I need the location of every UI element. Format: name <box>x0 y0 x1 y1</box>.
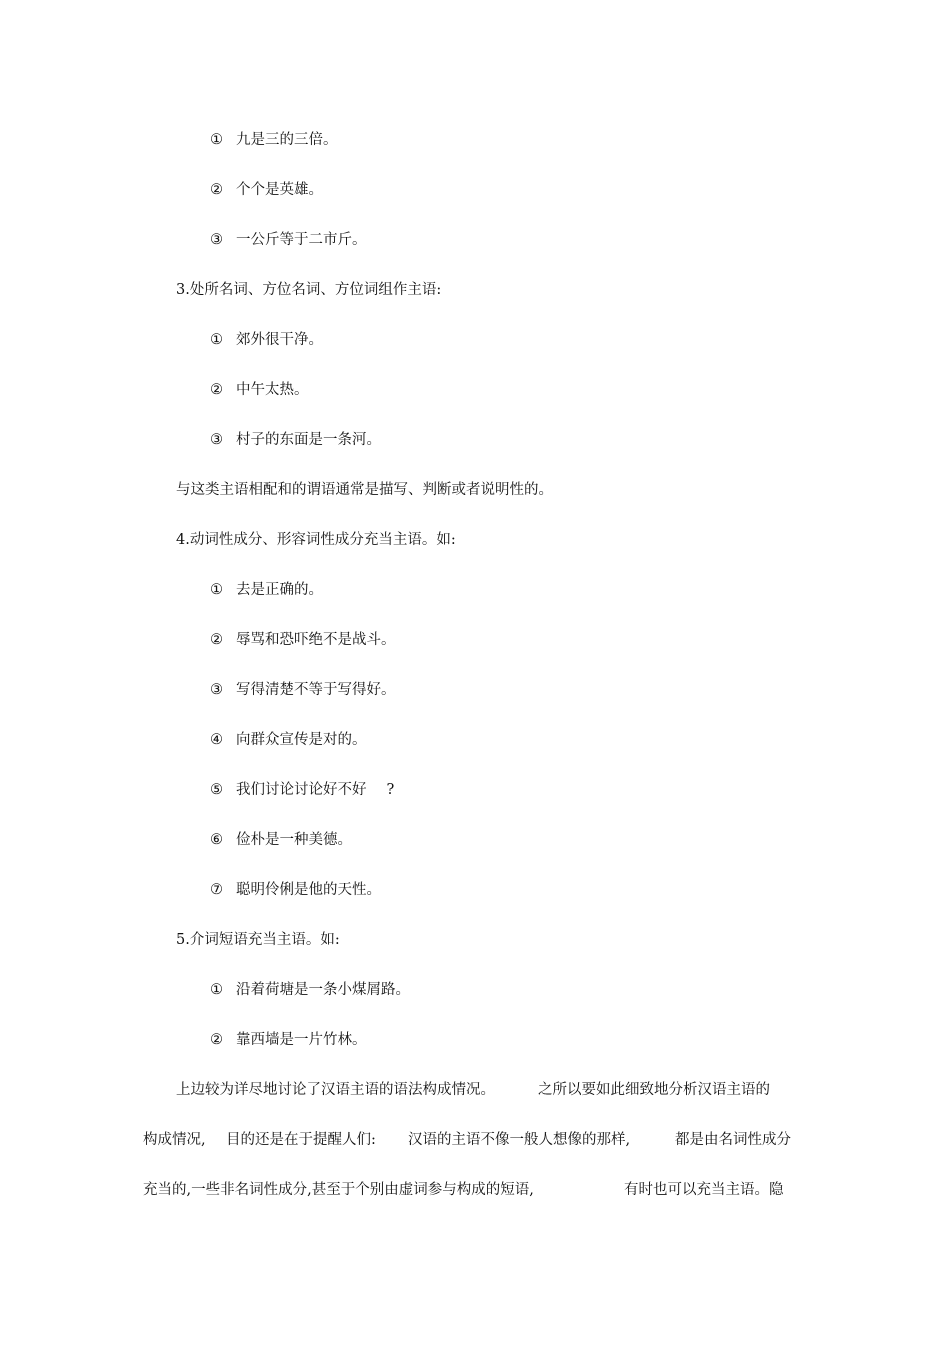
section-heading: 3.处所名词、方位名词、方位词组作主语: <box>176 282 442 298</box>
item-number: ② <box>210 632 223 648</box>
list-item <box>210 780 394 800</box>
item-number: ③ <box>210 682 223 698</box>
list-item <box>210 980 410 1000</box>
list-item <box>210 230 367 250</box>
item-suffix: ? <box>386 782 395 798</box>
section-note: 与这类主语相配和的谓语通常是描写、判断或者说明性的。 <box>176 482 553 498</box>
item-number: ⑤ <box>210 782 223 798</box>
text-segment: 有时也可以充当主语。隐 <box>624 1182 784 1198</box>
text-segment: 之所以要如此细致地分析汉语主语的 <box>538 1082 770 1098</box>
list-item <box>210 430 381 450</box>
item-text: 九是三的三倍。 <box>236 132 338 148</box>
list-item <box>210 830 352 850</box>
list-item <box>210 730 367 750</box>
item-number: ③ <box>210 232 223 248</box>
item-text: 我们讨论讨论好不好 <box>236 782 367 798</box>
item-number: ① <box>210 982 223 998</box>
list-item <box>210 630 396 650</box>
item-number: ① <box>210 332 223 348</box>
item-number: ② <box>210 182 223 198</box>
list-item <box>210 380 309 400</box>
text-segment: 构成情况, <box>143 1132 206 1148</box>
list-item <box>210 130 338 150</box>
item-number: ② <box>210 1032 223 1048</box>
item-number: ⑥ <box>210 832 223 848</box>
text-segment: 目的还是在于提醒人们: <box>226 1132 376 1148</box>
item-number: ② <box>210 382 223 398</box>
paragraph-line <box>0 1180 950 1200</box>
section-heading: 5.介词短语充当主语。如: <box>176 932 340 948</box>
item-number: ③ <box>210 432 223 448</box>
list-item <box>210 1030 367 1050</box>
item-text: 去是正确的。 <box>236 582 323 598</box>
item-number: ⑦ <box>210 882 223 898</box>
item-text: 聪明伶俐是他的天性。 <box>236 882 381 898</box>
item-text: 向群众宣传是对的。 <box>236 732 367 748</box>
item-number: ① <box>210 132 223 148</box>
list-item <box>210 680 396 700</box>
item-text: 村子的东面是一条河。 <box>236 432 381 448</box>
item-number: ④ <box>210 732 223 748</box>
item-text: 郊外很干净。 <box>236 332 323 348</box>
list-item <box>210 880 381 900</box>
item-text: 写得清楚不等于写得好。 <box>236 682 396 698</box>
item-text: 一公斤等于二市斤。 <box>236 232 367 248</box>
list-item <box>210 330 323 350</box>
paragraph-line <box>0 1130 950 1150</box>
item-text: 辱骂和恐吓绝不是战斗。 <box>236 632 396 648</box>
text-segment: 汉语的主语不像一般人想像的那样, <box>408 1132 631 1148</box>
item-text: 沿着荷塘是一条小煤屑路。 <box>236 982 410 998</box>
text-segment: 上边较为详尽地讨论了汉语主语的语法构成情况。 <box>176 1082 495 1098</box>
item-text: 靠西墙是一片竹林。 <box>236 1032 367 1048</box>
paragraph-line <box>0 1080 950 1100</box>
item-text: 中午太热。 <box>236 382 309 398</box>
list-item <box>210 180 323 200</box>
list-item <box>210 580 323 600</box>
item-text: 俭朴是一种美德。 <box>236 832 352 848</box>
section-heading: 4.动词性成分、形容词性成分充当主语。如: <box>176 532 456 548</box>
text-segment: 都是由名词性成分 <box>675 1132 791 1148</box>
item-number: ① <box>210 582 223 598</box>
item-text: 个个是英雄。 <box>236 182 323 198</box>
text-segment: 充当的,一些非名词性成分,甚至于个别由虚词参与构成的短语, <box>143 1182 534 1198</box>
